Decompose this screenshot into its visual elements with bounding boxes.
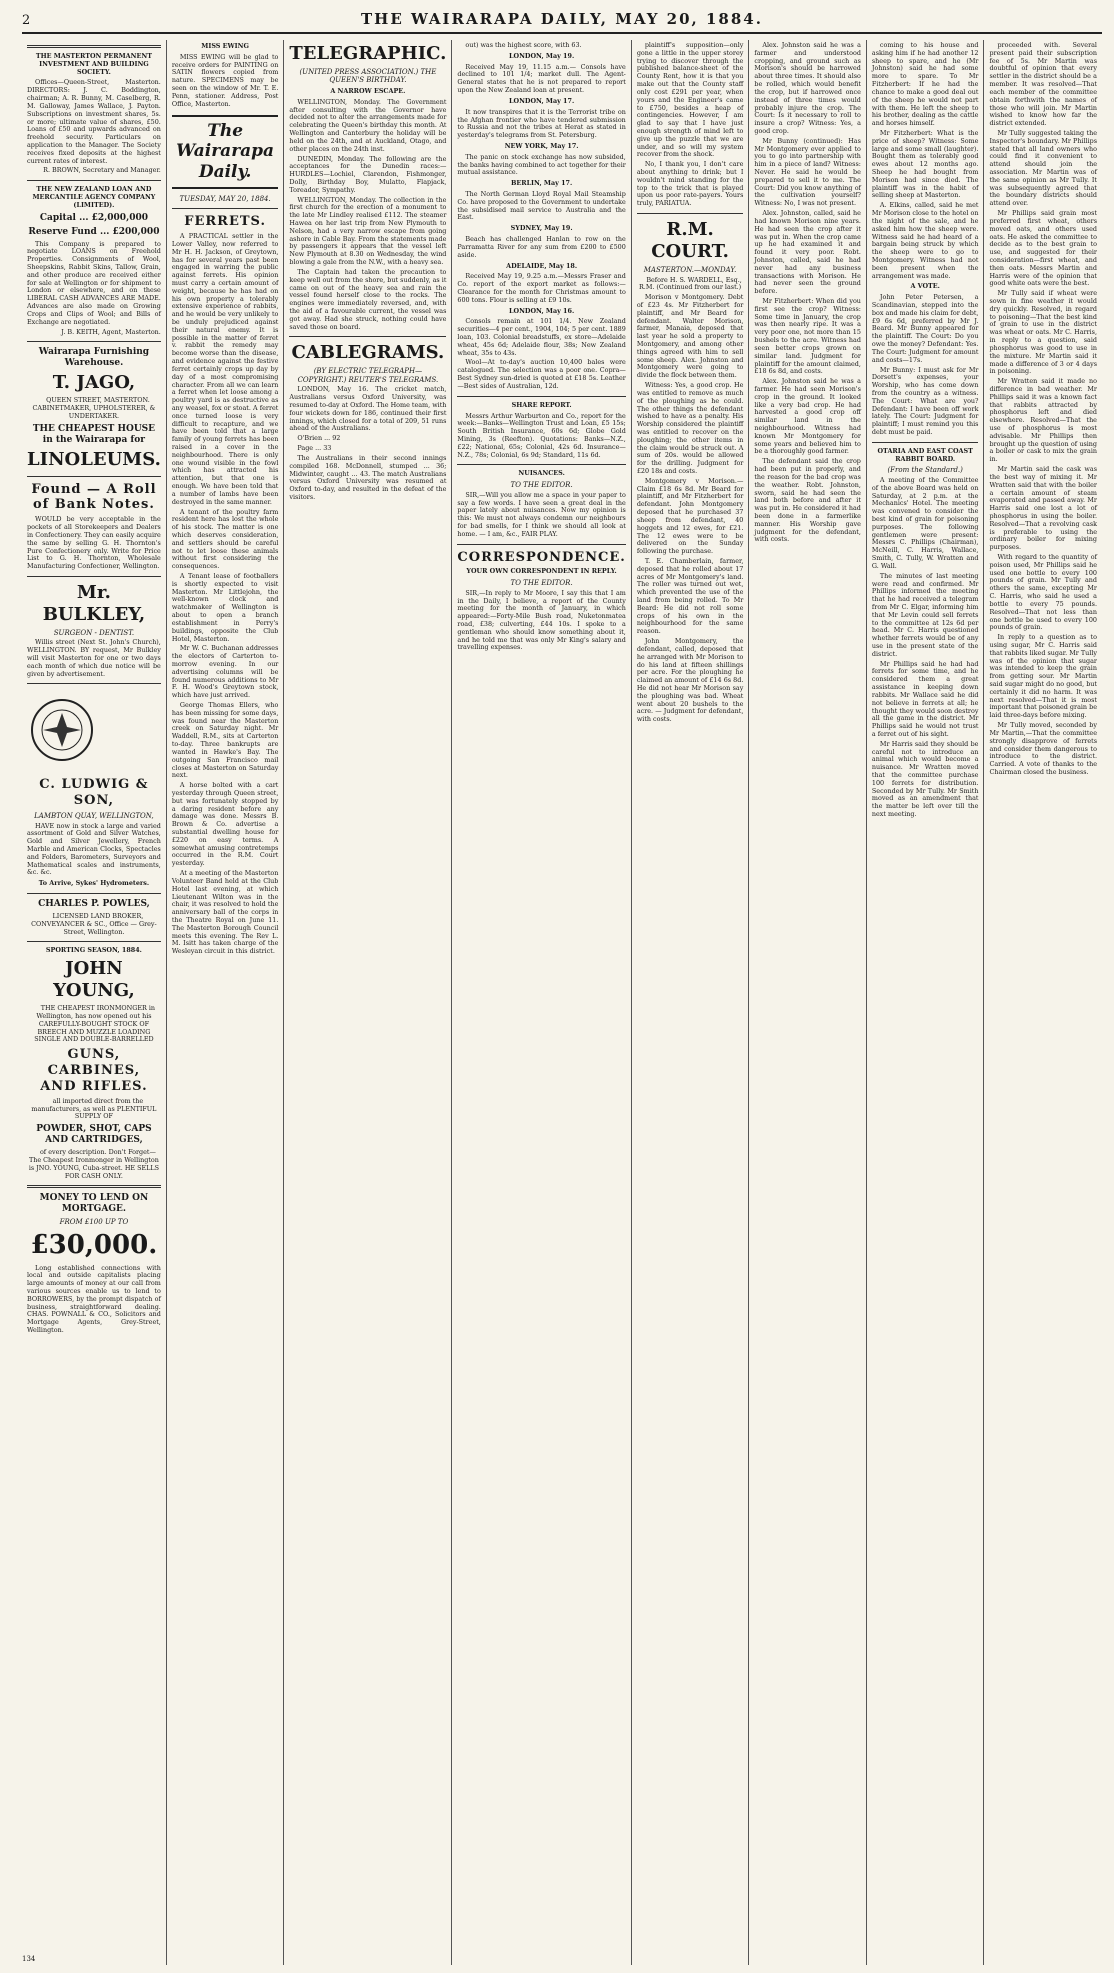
rabbit-board-13: Mr Tully moved, seconded by Mr Martin,—That the committee strongly disapprove of ferrets and consider them dangerous to introduce to the district. Carried. A vote of thanks to the Chairman closed the business. [989, 721, 1097, 776]
ad-powles-heading: CHARLES P. POWLES, [38, 899, 150, 909]
ad-ludwig-arrive: To Arrive, Sykes' Hydrometers. [38, 879, 150, 888]
ad-furnishing-body: QUEEN STREET, MASTERTON. CABINETMAKER, UPHOLSTERER, & UNDERTAKER. [32, 396, 156, 420]
column-3 [284, 40, 452, 1965]
ad-ludwig-body: HAVE now in stock a large and varied assortment of Gold and Silver Watches, Gold and Silver Jewellery, French Marble and American Clocks, Spectacles and Folders, Barometers, Surveyors and Mathematical scales and instruments, &c. &c. [27, 821, 161, 877]
ad-furnishing-name: T. JAGO, [52, 372, 136, 394]
rm-court-heading: R.M. COURT. [651, 219, 729, 263]
ad-loan-capital: Capital ... £2,000,000 [39, 212, 148, 223]
vote-heading: A VOTE. [910, 282, 940, 291]
dateline-london-1: LONDON, May 19. [509, 51, 575, 60]
ad-ludwig-heading: C. LUDWIG & SON, [39, 777, 149, 809]
cricket-score-1: O'Brien ... 92 [297, 434, 341, 443]
local-news-2: Mr W. C. Buchanan addresses the electors of Carterton to-morrow evening. In our advertising columns will be found numerous additions to Mr F. H. Wood's Greytown stock, which have just arrived. [171, 644, 279, 700]
cable-new-york: The panic on stock exchange has now subsided, the banks having combined to act together for their mutual assistance. [457, 152, 626, 177]
rabbit-board-6: Mr Tully suggested taking the Inspector's boundary. Mr Phillips stated that all land owners who could find it convenient to attend should join the association. Mr Martin was of the same opinion as Mr Tully. It was subsequently agreed that the boundary districts should attend over. [989, 128, 1097, 208]
rabbit-board-8: Mr Tully said if wheat were sown in fine weather it would dry quickly. Resolved, in regard to poisoning—That the best kind of grain to use in the district was wheat or oats. Mr C. Harris, in reply to a question, said phosphorus was good to use in the mixture. Mr Martin said it made a difference of 3 or 4 days in poisoning. [989, 289, 1097, 376]
court-more-3: A. Elkins, called, said he met Mr Morison close to the hotel on the night of the sale, and he asked him how the sheep were. Witness said he had heard of a bargain being struck by which the sheep were to go to Montgomery. Witness had not been present when the arrangement was made. [871, 201, 979, 280]
cable-london-2: It now transpires that it is the Terrorist tribe on the Afghan frontier who have tendered submission to Russia and not the tribes at Herat as stated in yesterday's telegrams from St. Petersburg. [457, 107, 626, 140]
dateline-sydney: SYDNEY, May 19. [510, 224, 573, 233]
ludwig-crest-icon [27, 695, 97, 765]
article-ferrets-body-2: A tenant of the poultry farm resident here has lost the whole of his stock. The matter is one which deserves consideration, and settlers should be careful not to let loose these animals without first considering the consequences. [171, 507, 279, 571]
ad-loan-company-signature: J. B. KEITH, Agent, Masterton. [61, 327, 161, 336]
ad-ewing-body: MISS EWING will be glad to receive orders for PAINTING on SATIN flowers copied from nature. SPECIMENS may be seen on the window of Mr. T. E. Penn, stationer. Address, Post Office, Masterton. [171, 52, 279, 108]
court-preamble: Before H. S. WARDELL, Esq., R.M. (Continued from our last.) [638, 275, 742, 292]
telegram-2: DUNEDIN, Monday. The following are the acceptances for the Dunedin races:— HURDLES—Lochiel, Clarendon, Fishmonger, Dolly, Birthday Boy, Mulatto, Flapjack, Toreador, Sympathy. [289, 154, 447, 194]
cable-london-3: Consols remain at 101 1/4. New Zealand securities—4 per cent., 1904, 104; 5 per cent. 1889 loan, 103. Colonial breadstuffs, ex store—Adelaide wheat, 45s 6d; Adelaide flour, 38s; New Zealand wheat, 35s to 43s. [457, 317, 626, 357]
correspondent-reply-heading: YOUR OWN CORRESPONDENT IN REPLY. [466, 567, 617, 576]
cable-london-1: Received May 19, 11.15 a.m.— Consols have declined to 101 1/4; market dull. The Agent-General states that he is not prepared to report upon the New Zealand loan at present. [457, 62, 626, 95]
rabbit-board-11: With regard to the quantity of poison used, Mr Phillips said he used one bottle to every 100 pounds of grain. Mr Tully and others the same, excepting Mr C. Harris, who said he used a bottle to every 75 pounds. Resolved—That not less than one bottle be used to every 100 pounds of grain. [989, 553, 1097, 632]
article-ferrets-body: A PRACTICAL settler in the Lower Valley, now referred to Mr H. H. Jackson, of Greytown, has for several years past been engaged in warring the public against ferrets. His opinion must carry a certain amount of weight, because he has had on his own property a tolerably extensive experience of rabbits, and he would be very unlikely to be unduly prejudiced against their natural enemy. It is possible in the matter of ferret v. rabbit the remedy may become worse than the disease, and evidence against the festive ferret certainly crops up day by day of a most compromising character. From all we can learn a ferret when let loose among a poultry yard is as destructive as any weasel, fox or stoat. A ferret once turned loose is very difficult to recapture, and we have been told that a large family of young ferrets has been raised in a cover in the neighbourhood. There is only one wound visible in the fowl which has attracted his attention, but that one is enough. We have been told that a number of lambs have been destroyed in the same manner. [171, 232, 279, 506]
ad-furnishing-heading: Wairarapa Furnishing Warehouse. [38, 347, 150, 369]
local-news-4: A horse bolted with a cart yesterday through Queen street, but was fortunately stopped by a daring resident before any damage was done. Messrs B. Brown & Co. advertise a substantial dwelling house for £220 on easy terms. A somewhat amusing contretemps occurred in the R.M. Court yesterday. [171, 781, 279, 868]
correspondence-heading: CORRESPONDENCE. [457, 549, 626, 565]
rabbit-board-3: Mr Phillips said he had had ferrets for some time, and he considered them a great assistance in keeping down rabbits. Mr Wallace said he did not believe in ferrets at all; he thought they would soon destroy all the game in the district. Mr Phillips said he would not trust a ferret out of his sight. [871, 659, 979, 738]
ad-money-heading: MONEY TO LEND ON MORTGAGE. [39, 1193, 149, 1215]
nameplate: The Wairarapa Daily. [172, 115, 279, 189]
local-news-1: A Tenant lease of footballers is shortly expected to visit Masterton. Mr Littlejohn, the well-known clock and watchmaker of Wellington is about to open a branch establishment in Perry's buildings, opposite the Club Hotel, Masterton. [171, 572, 279, 643]
column-6 [749, 40, 867, 1965]
ad-powder-body: of every description. Don't Forget— The Cheapest Ironmonger in Wellington is JNO. YOUNG, Cuba-street. HE SELLS FOR CASH ONLY. [28, 1148, 159, 1180]
nuisances-body: SIR,—Will you allow me a space in your paper to say a few words. I have seen a great deal in the paper lately about nuisances. Now my opinion is this: We must not always condemn our neighbours for bad smells, for I think we should all look at home. — I am, &c., FAIR PLAY. [457, 490, 626, 538]
vote-body-1: John Peter Petersen, a Scandinavian, stepped into the box and made his claim for debt, £9 6s 6d, preferred by Mr J. Beard. Mr Bunny appeared for the plaintiff. The Court: Do you owe the money? Defendant: Yes. The Court: Judgment for amount and costs—17s. [871, 293, 979, 364]
ad-powder-heading: POWDER, SHOT, CAPS AND CARTRIDGES, [36, 1124, 152, 1146]
telegraphic-sub: (UNITED PRESS ASSOCIATION.) THE QUEEN'S BIRTHDAY. [299, 67, 437, 85]
court-evidence-4: Mr Fitzherbert: When did you first see the crop? Witness: Some time in January, the crop was then nearly ripe. It was a very poor one, not more than 15 bushels to the acre. Witness had seen better crops grown on similar land. Judgment for plaintiff for the amount claimed, £18 6s 8d, and costs. [754, 297, 861, 376]
ad-bank-notes-body: WOULD be very acceptable in the pockets of all Storekeepers and Dealers in Confectionery. They can easily acquire the same by selling G. H. Thornton's Pure Confectionery only. Write for Price List to G. H. Thornton, Wholesale Manufacturing Confectioner, Wellington. [27, 515, 161, 571]
telegraphic-heading: TELEGRAPHIC. [289, 43, 447, 64]
ad-bank-notes-heading: Found — A Roll of Bank Notes. [31, 481, 157, 513]
letter-continued: plaintiff's supposition—only gone a little in the upper storey trying to discover through the published balance-sheet of the County Rent, how it is that you make out that the County staff only cost £291 per year, when yours and the Engineer's came to £750, besides a heap of contingencies. However, I am glad to say that I have just enough strength of mind left to give up the puzzle that we are under, and so will my system recover from the shock. [636, 41, 744, 159]
cablegrams-sub: (BY ELECTRIC TELEGRAPH—COPYRIGHT.) REUTER'S TELEGRAMS. [297, 367, 439, 384]
cable-london-4: Wool—At to-day's auction 10,400 bales were catalogued. The selection was a poor one. Copra—Best Sydney sun-dried is quoted at £18 5s. Leather—Best sides of Australian, 12d. [457, 358, 626, 390]
cable-2: The Australians in their second innings compiled 168. McDonnell, stumped ... 36; Midwinter, caught ... 43. The match Australians versus Oxford University was resumed at Oxford to-day, and resulted in the defeat of the visitors. [289, 453, 447, 501]
rabbit-board-7: Mr Phillips said grain most preferred first wheat, others moved oats, and others used oats. He asked the committee to decide as to the best grain to use, and suggested for their consideration—first wheat, and then oats. Messrs Martin and Harris were of the opinion that good white oats were the best. [989, 209, 1097, 288]
dateline-london-3: LONDON, May 16. [509, 306, 575, 315]
page-number: 134 [22, 1955, 36, 1963]
ad-ewing-heading: MISS EWING [201, 42, 249, 50]
cable-continued: out) was the highest score, with 63. [465, 41, 582, 49]
telegram-4: The Captain had taken the precaution to keep well out from the shore, but suddenly, as it came on out of the heavy sea and rain the vessel found herself close to the rocks. The engines were immediately reversed, and, with the aid of a favourable current, the vessel was got away. Had she struck, nothing could have saved those on board. [289, 267, 447, 331]
rabbit-board-2: The minutes of last meeting were read and confirmed. Mr Phillips informed the meeting that he had received a telegram from Mr C. Elgar, informing him that Mr Levin could sell ferrets to the committee at 12s 6d per head. Mr C. Harris questioned whether ferrets would be of any use in the present state of the district. [871, 571, 979, 658]
local-news-5: At a meeting of the Masterton Volunteer Band held at the Club Hotel last evening, at which Lieutenant Wilton was in the chair, it was resolved to hold the anniversary ball of the corps in the Theatre Royal on June 11. The Masterton Borough Council meets this evening. The Rev L. M. Isitt has taken charge of the Wesleyan circuit in this district. [171, 869, 279, 956]
issue-date: TUESDAY, MAY 20, 1884. [179, 194, 271, 203]
columns [22, 40, 1102, 1965]
nuisances-sub: TO THE EDITOR. [510, 481, 573, 490]
rabbit-board-9: Mr Wratten said it made no difference in bad weather. Mr Phillips said it was a known fact that rabbits attracted by phosphorus left and died elsewhere. Resolved—That the use of phosphorus is most advisable. Mr Phillips then brought up the question of using a boiler or cask to mix the grain in. [989, 377, 1097, 464]
rm-court-sub: MASTERTON.—MONDAY. [643, 265, 737, 274]
dateline-new-york: NEW YORK, May 17. [504, 141, 579, 150]
rabbit-board-1: A meeting of the Committee of the above Board was held on Saturday, at 2 p.m. at the Mechanics' Hotel. The meeting was convened to consider the best kind of grain for poisoning purposes. The following gentlemen were present: Messrs C. Phillips (Chairman), McNeill, C. Harris, Wallace, Smith, C. Tully, W. Wratten and G. Wall. [871, 475, 979, 570]
rabbit-board-sub: (From the Standard.) [887, 466, 963, 475]
rabbit-board-heading: OTARIA AND EAST COAST RABBIT BOARD. [877, 446, 973, 463]
telegram-1: WELLINGTON, Monday. The Government after consulting with the Governor have decided not to alter the arrangements made for celebrating the Queen's birthday this month. At Wellington and Canterbury the holiday will be held on the 24th, and at Auckland, Otago, and other places on the 24th inst. [289, 97, 447, 153]
masthead-left: 2 [22, 13, 31, 28]
ad-building-society-signature: R. BROWN, Secretary and Manager. [43, 166, 161, 175]
column-2 [167, 40, 285, 1965]
telegram-3: WELLINGTON, Monday. The collection in the first church for the erection of a monument to the late Mr Lindley realised £112. The steamer Hawea on her last trip from New Plymouth to Nelson, had a very narrow escape from going ashore in Cable Bay. From the statements made by passengers it appears that the vessel left New Plymouth at 8.30 on Wednesday, the wind blowing a gale from the N.W., with a heavy sea. [289, 195, 447, 267]
court-case-1: Morison v Montgomery. Debt of £23 4s. Mr Fitzherbert for plaintiff, and Mr Beard for defendant. Walter Morison, farmer, Manaia, deposed that last year he sold a property to Montgomery, and among other things agreed with him to sell some sheep. Alex. Johnston and Montgomery were going to divide the flock between them. [636, 293, 744, 380]
court-case-5: John Montgomery, the defendant, called, deposed that he arranged with Mr Morison to do his land at fifteen shillings per acre. For the ploughing he claimed an amount of £14 6s 8d. He did not hear Mr Morison say the ploughing was bad. Wheat went about 20 bushels to the acre. — Judgment for defendant, with costs. [636, 637, 744, 724]
court-evidence-2: Mr Bunny (continued): Has Mr Montgomery ever applied to you to go into partnership with him in a piece of land? Witness: Never. He said he would be prepared to sell it to me. The Court: Did you know anything of the cultivation yourself? Witness: No, I was not present. [754, 136, 861, 208]
dateline-berlin: BERLIN, May 17. [510, 179, 573, 188]
vote-body-2: Mr Bunny: I must ask for Mr Dorsett's expenses, your Worship, who has come down from the country as a witness. The Court: What are you? Defendant: I have been off work lately. The Court: Judgment for plaintiff; I must remind you this debt must be paid. [871, 365, 979, 436]
ad-loan-reserve: Reserve Fund ... £200,000 [28, 226, 160, 237]
nuisances-heading: NUISANCES. [518, 469, 565, 478]
ad-powles-body: LICENSED LAND BROKER, CONVEYANCER & SC., Office — Grey-Street, Wellington. [31, 911, 157, 936]
cable-adelaide: Received May 19, 9.25 a.m.—Messrs Fraser and Co. report of the export market as follows:—Clearance for the month for Christmas amount to 600 tons. Flour is selling at £9 10s. [457, 272, 626, 304]
share-report-body: Messrs Arthur Warburton and Co., report for the week:—Banks—Wellington Trust and Loan, £5 15s; South British Insurance, 60s 6d; Globe Gold Mining, 3s (Reefton). Quotations: Banks—N.Z., £22; National, 65s; Colonial, 42s 6d. Insurance—N.Z., 78s; Colonial, 6s 9d; Standard, 11s 6d. [457, 411, 626, 459]
ad-building-society-body: Offices—Queen-Street, Masterton. DIRECTORS: J. C. Boddington, chairman; A. R. Bunny, M. Caselberg, R. M. Galloway, James Wallace, J. Payton. Subscriptions on investment shares, 5s. or more; ultimate value of shares, £50. Loans of £50 and upwards advanced on freehold security. Particulars on application to the Manager. The Society receives fixed deposits at the highest current rates of interest. [27, 78, 161, 165]
ad-young-name: JOHN YOUNG, [53, 958, 135, 1002]
cricket-score-2: Page ... 33 [297, 444, 332, 453]
ad-young-body: THE CHEAPEST IRONMONGER in Wellington, has now opened out his CAREFULLY-BOUGHT STOCK OF BREECH AND MUZZLE LOADING SINGLE AND DOUBLE-BARRELLED [34, 1004, 156, 1044]
correspondent-body: SIR,—In reply to Mr Moore, I say this that I am in the Daily, I believe, a report of the County meeting for the month of January, in which appeared:—Forty-Mile Bush road, Nuketonmatea road, £38; culverting, £44 10s. I spoke to a gentleman who should know something about it, and he told me that was only Mr King's salary and travelling expenses. [457, 588, 626, 652]
column-1 [22, 40, 167, 1965]
ad-guns-heading: GUNS, CARBINES, AND RIFLES. [40, 1047, 148, 1094]
court-case-4: T. E. Chamberlain, farmer, deposed that he rolled about 17 acres of Mr Montgomery's land. The roller was turned out wet, which prevented the use of the land from being rolled. To Mr Beard: He did not roll some crops of his own in the neighbourhood for the same reason. [636, 556, 744, 636]
rabbit-board-10: Mr Martin said the cask was the best way of mixing it. Mr Wratten said that with the boiler a certain amount of steam evaporated and passed away. Mr Harris said one lost a lot of phosphorus in using the boiler. Resolved—That a revolving cask is preferable to using the ordinary boiler for mixing purposes. [989, 465, 1097, 552]
column-5 [632, 40, 750, 1965]
cablegrams-heading: CABLEGRAMS. [291, 342, 445, 364]
cable-sydney: Beach has challenged Hanlan to row on the Parramatta River for any sum from £200 to £500 aside. [457, 235, 626, 259]
ad-money-body: Long established connections with local and outside capitalists placing large amounts of money at our call from various sources enable us to lend to BORROWERS, by the prompt dispatch of business, straightforward dealing. CHAS. POWNALL & CO., Solicitors and Mortgage Agents, Grey-Street, Wellington. [27, 1263, 161, 1335]
cable-berlin: The North German Lloyd Royal Mail Steamship Co. have proposed to the Government to undertake the subsidised mail service to Australia and the East. [457, 190, 626, 222]
letter-closing: No, I thank you, I don't care about anything to drink; but I wouldn't mind standing for the top to the trick that is played upon us poor rate-payers. Yours truly, PARIATUA. [636, 160, 744, 208]
newspaper-title: THE WAIRARAPA DAILY, MAY 20, 1884. [361, 10, 763, 28]
court-evidence-6: The defendant said the crop had been put in properly, and the reason for the bad crop was the weather. Robt. Johnston, sworn, said he had seen the land both before and after it was put in. He considered it had been done in a farmerlike manner. His Worship gave judgment for the defendant, with costs. [754, 457, 861, 544]
column-8 [984, 40, 1102, 1965]
ad-linoleums: LINOLEUMS. [27, 448, 161, 470]
cable-1: LONDON, May 16. The cricket match, Australians versus Oxford University, was resumed to-day at Oxford. The Home team, with four wickets down for 186, continued their first innings, which closed for a total of 209, 51 runs ahead of the Australians. [289, 385, 447, 433]
rabbit-board-4: Mr Harris said they should be careful not to introduce an animal which would become a nuisance. Mr Wratten moved that the committee purchase 100 ferrets for distribution. Seconded by Mr Tully. Mr Smith moved as an amendment that the matter be left over till the next meeting. [871, 739, 979, 819]
court-evidence-3: Alex. Johnston, called, said he had known Morison nine years. He had seen the crop after it was put in. When the crop came up he had examined it and found it very poor. Robt. Johnston, called, said he had never had any business transactions with Morison. He had never seen the ground before. [754, 209, 861, 296]
ad-dentist-body: Willis street (Next St. John's Church), WELLINGTON. BY request, Mr Bulkley will visit Masterton for one or two days each month of which due notice will be given by advertisement. [27, 638, 161, 678]
ad-dentist-name: Mr. BULKLEY, [42, 581, 146, 625]
rabbit-board-5: proceeded with. Several present paid their subscription fee of 5s. Mr Martin was doubtful of opinion that every settler in the district should be a member. It was resolved—That each member of the committee obtain forthwith the names of those who will join. Mr Martin wished to know how far the district extended. [989, 41, 1097, 128]
ad-loan-company-heading: THE NEW ZEALAND LOAN AND MERCANTILE AGENCY COMPANY (LIMITED). [32, 185, 156, 209]
dateline-adelaide: ADELAIDE, May 18. [506, 261, 578, 270]
masthead [22, 8, 1102, 34]
ad-ludwig-address: LAMBTON QUAY, WELLINGTON, [34, 811, 154, 820]
dateline-london-2: LONDON, May 17. [509, 96, 575, 105]
ad-loan-company-body: This Company is prepared to negotiate LOANS on Freehold Properties. Consignments of Wool, Sheepskins, Rabbit Skins, Tallow, Grain, and other produce are received either for sale at Wellington or for shipment to London or elsewhere, and on these LIBERAL CASH ADVANCES ARE MADE. Advances are also made on Growing Crops and Clips of Wool; and Bills of Exchange are negotiated. [27, 239, 161, 326]
column-7 [867, 40, 985, 1965]
narrow-escape-heading: A NARROW ESCAPE. [330, 87, 406, 96]
ad-dentist-title: SURGEON - DENTIST. [53, 628, 135, 637]
correspondent-sub: TO THE EDITOR. [510, 579, 573, 588]
ad-money-amount: £30,000. [30, 1229, 158, 1260]
ad-cheapest-house: THE CHEAPEST HOUSE in the Wairarapa for [32, 423, 156, 445]
court-evidence-1: Alex. Johnston said he was a farmer and understood cropping, and ground such as Morison's should be harrowed about three times. It should also be rolled, which would benefit the crop, but if harrowed once instead of three times would probably injure the crop. The Court: Is it necessary to roll to insure a crop? Witness: Yes, a good crop. [754, 41, 861, 135]
court-more-2: Mr Fitzherbert: What is the price of sheep? Witness: Some large and some small (laughter). Bought them as tolerably good ewes about 12 months ago. Sheep he had bought from Morison had since died. The plaintiff was in the habit of selling sheep at Masterton. [871, 128, 979, 200]
court-case-3: Montgomery v Morison.—Claim £18 6s 8d. Mr Beard for plaintiff, and Mr Fitzherbert for defendant. John Montgomery deposed that he purchased 37 sheep from defendant, 40 hoggets and 12 ewes, for £21. The 12 ewes were to be delivered on the Sunday following the purchase. [636, 476, 744, 556]
article-ferrets-heading: FERRETS. [184, 214, 266, 230]
court-evidence-5: Alex. Johnston said he was a farmer. He had seen Morison's crop in the ground. It looked like a very bad crop. He had harvested a good crop off similar land in the neighbourhood. Witness had known Mr Montgomery for some years and believed him to be a thoroughly good farmer. [754, 377, 861, 456]
court-more-1: coming to his house and asking him if he had another 12 sheep to spare, and he (Mr Johnston) said he had some more to spare. To Mr Fitzherbert: If he had the chance to make a good deal out of the sheep he would not part with them. He left the sheep to his brother, dealing as the cattle and horses himself. [871, 41, 979, 128]
local-news-3: George Thomas Ellers, who has been missing for some days, was found near the Masterton creek on Saturday night. Mr Waddell, R.M., sits at Carterton to-day. Three bankrupts are wanted in Hawke's Bay. The outgoing San Francisco mail closes at Masterton on Saturday next. [171, 701, 279, 780]
court-case-2: Witness: Yes, a good crop. He was entitled to remove as much of the ploughing as he could. The other things the defendant wished to have as a penalty. His Worship considered the plaintiff was entitled to recover on the ploughing; the other items in the claim would be struck out. A sum of 20s. would be allowed for the drilling. Judgment for £20 18s and costs. [636, 381, 744, 475]
ad-money-from: FROM £100 UP TO [59, 1218, 129, 1227]
ad-building-society-heading: THE MASTERTON PERMANENT INVESTMENT AND BUILDING SOCIETY. [35, 52, 152, 76]
ad-guns-body: all imported direct from the manufacturers, as well as PLENTIFUL SUPPLY OF [31, 1096, 157, 1121]
column-4 [452, 40, 631, 1965]
share-report-heading: SHARE REPORT. [511, 400, 572, 409]
rabbit-board-12: In reply to a question as to using sugar, Mr C. Harris said that rabbits liked sugar. Mr Tully was of the opinion that sugar was intended to keep the grain from getting sour. Mr Martin said sugar might do no good, but certainly it did no harm. It was next resolved—That it is most important that poisoned grain be laid three-days before mixing. [989, 633, 1097, 720]
ad-sporting-heading: SPORTING SEASON, 1884. [45, 946, 142, 955]
